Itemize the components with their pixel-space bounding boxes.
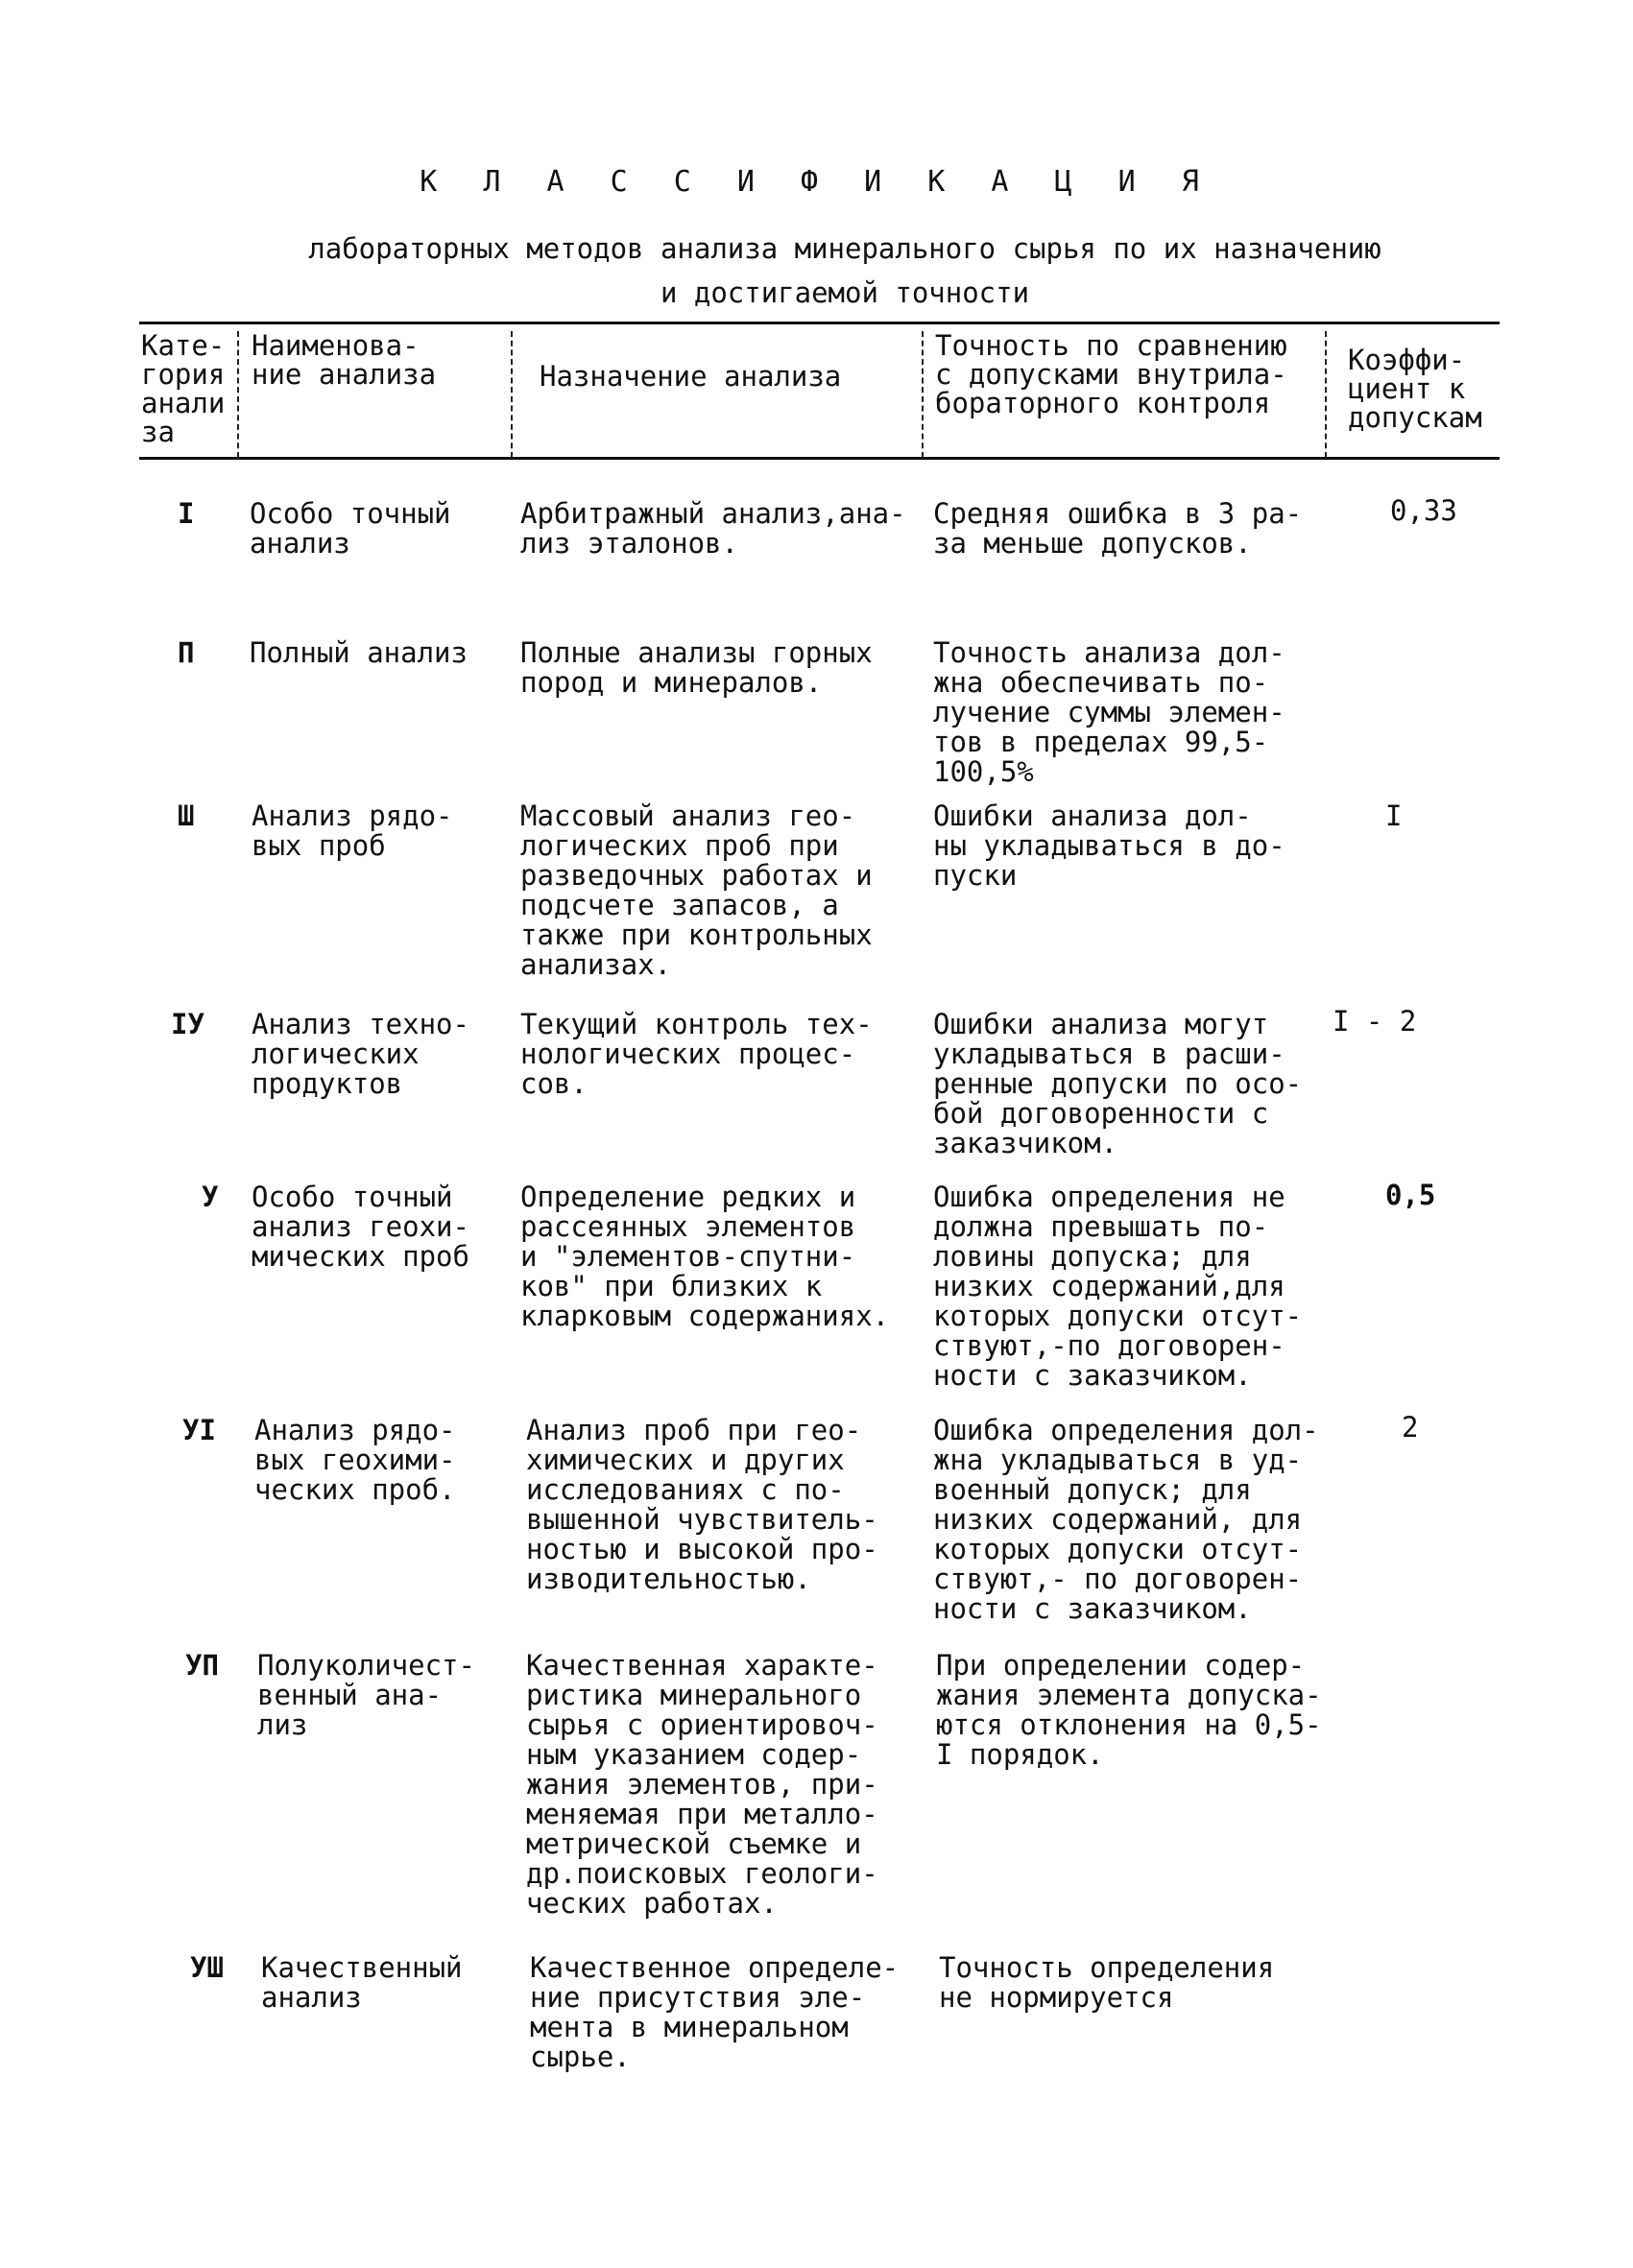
table-top-rule — [139, 322, 1500, 324]
row-category: УI — [182, 1414, 216, 1446]
row-purpose: Текущий контроль тех- нологических процес- сов. — [520, 1008, 873, 1100]
column-header-name: Наименова- ние анализа — [252, 329, 437, 391]
row-purpose: Полные анализы горных пород и минералов. — [520, 636, 873, 699]
row-accuracy: Средняя ошибка в 3 ра- за меньше допусков. — [933, 497, 1303, 560]
row-purpose: Качественная характе- ристика минерального сырья с ориентировоч- ным указанием содер- жания элементов, при- меняемая при металло- метрической съемке и др.поисковых геологи- ческих работах. — [526, 1649, 878, 1920]
row-name: Анализ рядо- вых проб — [252, 800, 453, 862]
row-coefficient: 0,5 — [1385, 1179, 1436, 1211]
row-name: Анализ рядо- вых геохими- ческих проб. — [254, 1414, 456, 1506]
header-divider — [1325, 331, 1327, 458]
column-header-coefficient: Коэффи- циент к допускам — [1348, 344, 1482, 434]
row-category: Ш — [178, 800, 195, 832]
row-category: П — [178, 636, 195, 669]
row-accuracy: Ошибка определения не должна превышать по- ловины допуска; для низких содержаний,для которых допуски отсут- ствуют,-по договорен- ности с заказчиком. — [933, 1181, 1303, 1392]
row-category: У — [202, 1181, 219, 1213]
row-accuracy: Ошибки анализа могут укладываться в расши- ренные допуски по осо- бой договоренности с заказчиком. — [933, 1008, 1303, 1159]
row-purpose: Анализ проб при гео- химических и других исследованиях с по- вышенной чувствитель- ностью и высокой про- изводительностью. — [526, 1414, 878, 1595]
row-name: Особо точный анализ — [250, 497, 451, 560]
header-divider — [237, 331, 239, 458]
row-accuracy: При определении содер- жания элемента допуска- ются отклонения на 0,5- I порядок. — [936, 1649, 1322, 1771]
row-name: Полуколичест- венный ана- лиз — [257, 1649, 475, 1741]
table-header-bottom-rule — [139, 457, 1500, 460]
row-purpose: Определение редких и рассеянных элементов и "элементов-спутни- ков" при близких к кларковым содержаниях. — [520, 1181, 890, 1332]
column-header-category: Кате- гория анали за — [141, 329, 226, 448]
column-header-purpose: Назначение анализа — [540, 360, 842, 393]
row-coefficient: 2 — [1402, 1411, 1419, 1444]
column-header-accuracy: Точность по сравнению с допусками внутрила- бораторного контроля — [935, 329, 1287, 419]
row-category: УШ — [190, 1951, 224, 1984]
header-divider — [922, 331, 924, 458]
header-divider — [511, 331, 513, 458]
row-name: Особо точный анализ геохи- мических проб — [252, 1181, 469, 1273]
row-accuracy: Ошибка определения дол- жна укладываться в уд- военный допуск; для низких содержаний, для которых допуски отсут- ствуют,- по договорен- ности с заказчиком. — [933, 1414, 1319, 1625]
row-category: УП — [185, 1649, 219, 1682]
page-title: К Л А С С И Ф И К А Ц И Я — [420, 165, 1213, 199]
row-accuracy: Ошибки анализа дол- ны укладываться в до- пуски — [933, 800, 1285, 892]
row-coefficient: I - 2 — [1333, 1005, 1417, 1038]
row-purpose: Качественное определе- ние присутствия эле- мента в минеральном сырье. — [530, 1951, 900, 2073]
page-subtitle-line-2: и достигаемой точности — [660, 276, 1030, 309]
row-purpose: Массовый анализ гео- логических проб при разведочных работах и подсчете запасов, а также при контрольных анализах. — [520, 800, 873, 981]
row-name: Полный анализ — [250, 636, 468, 669]
row-accuracy: Точность определения не нормируется — [939, 1951, 1275, 2014]
page-subtitle-line-1: лабораторных методов анализа минерального сырья по их назначению — [308, 232, 1381, 265]
row-purpose: Арбитражный анализ,ана- лиз эталонов. — [520, 497, 906, 560]
row-name: Качественный анализ — [261, 1951, 463, 2014]
row-category: I — [178, 497, 195, 530]
row-coefficient: 0,33 — [1390, 494, 1457, 527]
row-name: Анализ техно- логических продуктов — [252, 1008, 469, 1100]
row-accuracy: Точность анализа дол- жна обеспечивать по- лучение суммы элемен- тов в пределах 99,5- 100,5% — [933, 636, 1285, 788]
row-coefficient: I — [1385, 800, 1403, 832]
row-category: IУ — [171, 1008, 204, 1040]
